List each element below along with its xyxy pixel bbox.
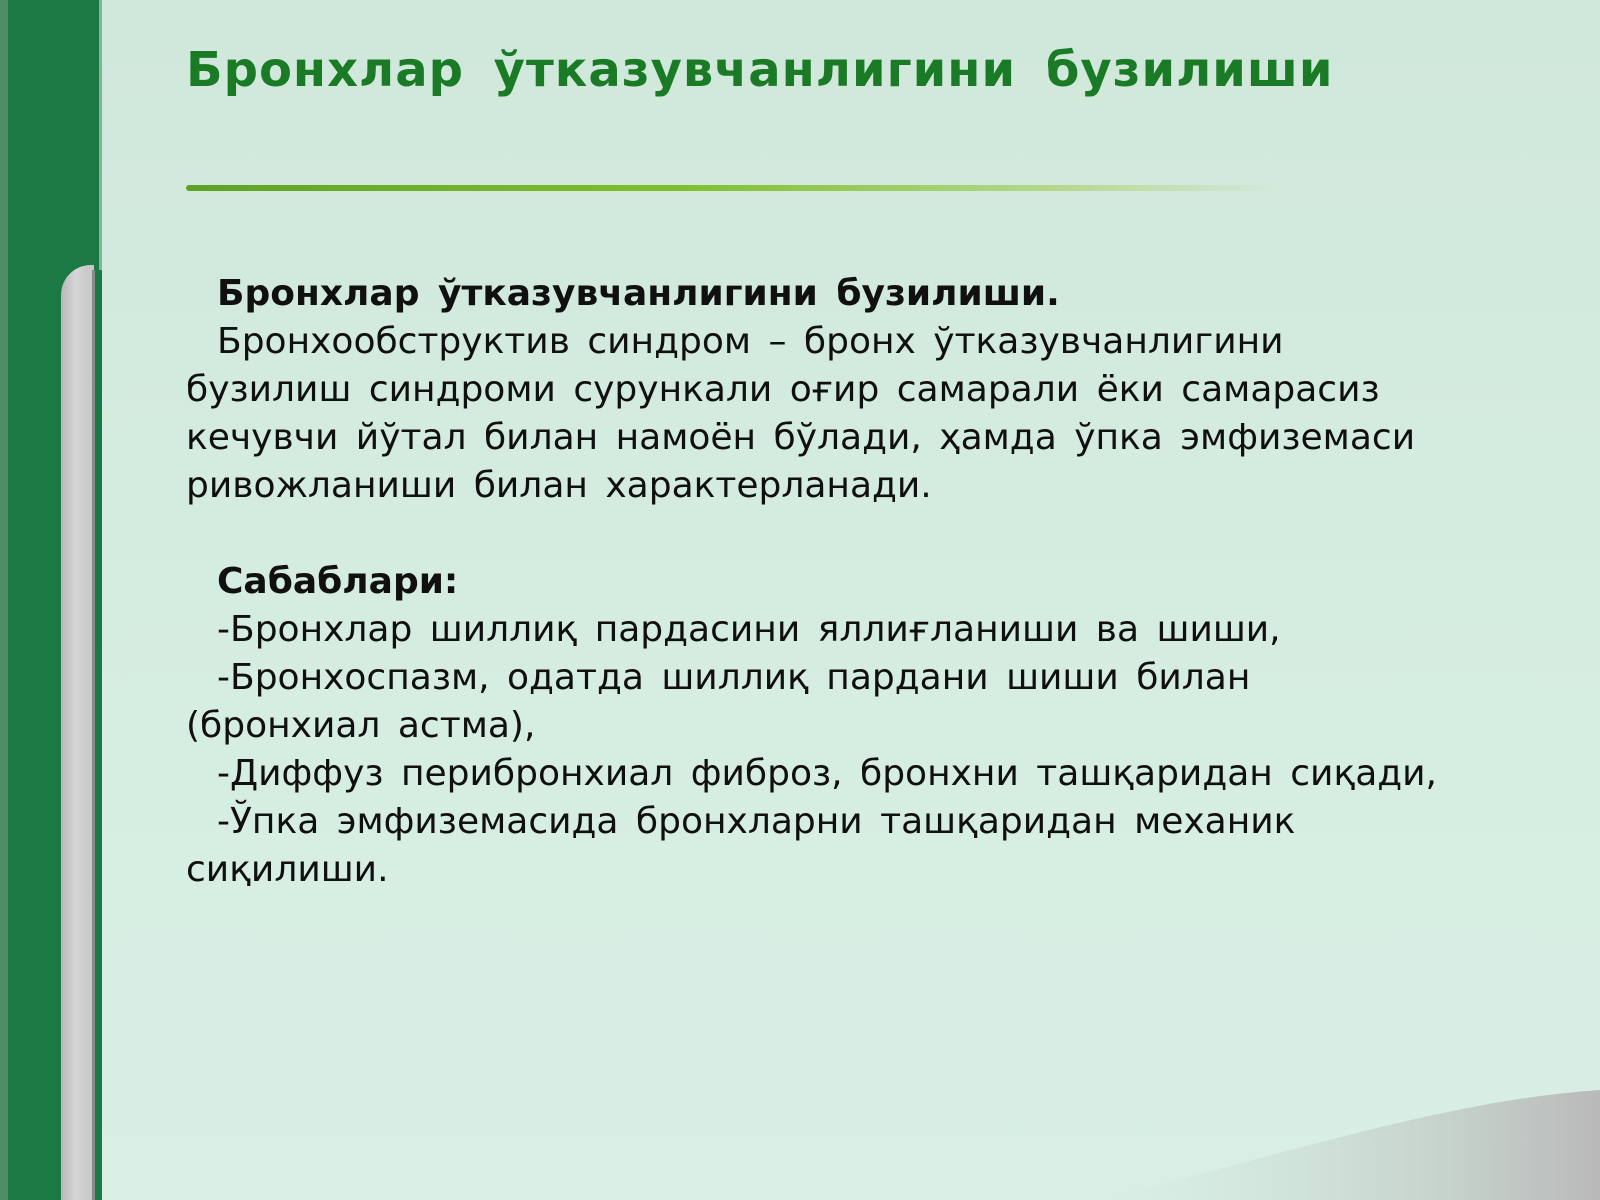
paragraph-spacer [186, 510, 1446, 558]
cause-item-4: -Ўпка эмфиземасида бронхларни ташқаридан механик сиқилиши. [186, 801, 1296, 890]
causes-heading: Сабаблари: [217, 561, 459, 602]
cause-item-1: -Бронхлар шиллиқ пардасини яллиғланиши ва шиши, [217, 609, 1281, 650]
slide-title: Бронхлар ўтказувчанлигини бузилиши [186, 42, 1334, 98]
body-heading: Бронхлар ўтказувчанлигини бузилиши. [217, 273, 1060, 314]
cause-item-3: -Диффуз перибронхиал фиброз, бронхни ташқаридан сиқади, [217, 753, 1437, 794]
bottom-right-swoosh [0, 1000, 1600, 1200]
cause-item-2: -Бронхоспазм, одатда шиллиқ пардани шиши билан (бронхиал астма), [186, 657, 1251, 746]
definition-paragraph: Бронхообструктив синдром – бронх ўтказувчанлигини бузилиш синдроми сурункали оғир самарали ёки самарасиз кечувчи йўтал билан намоён бўлади, ҳамда ўпка эмфиземаси ривожланиши билан характерланади. [186, 321, 1416, 506]
title-underline [186, 185, 1276, 191]
slide-body [186, 270, 1446, 894]
